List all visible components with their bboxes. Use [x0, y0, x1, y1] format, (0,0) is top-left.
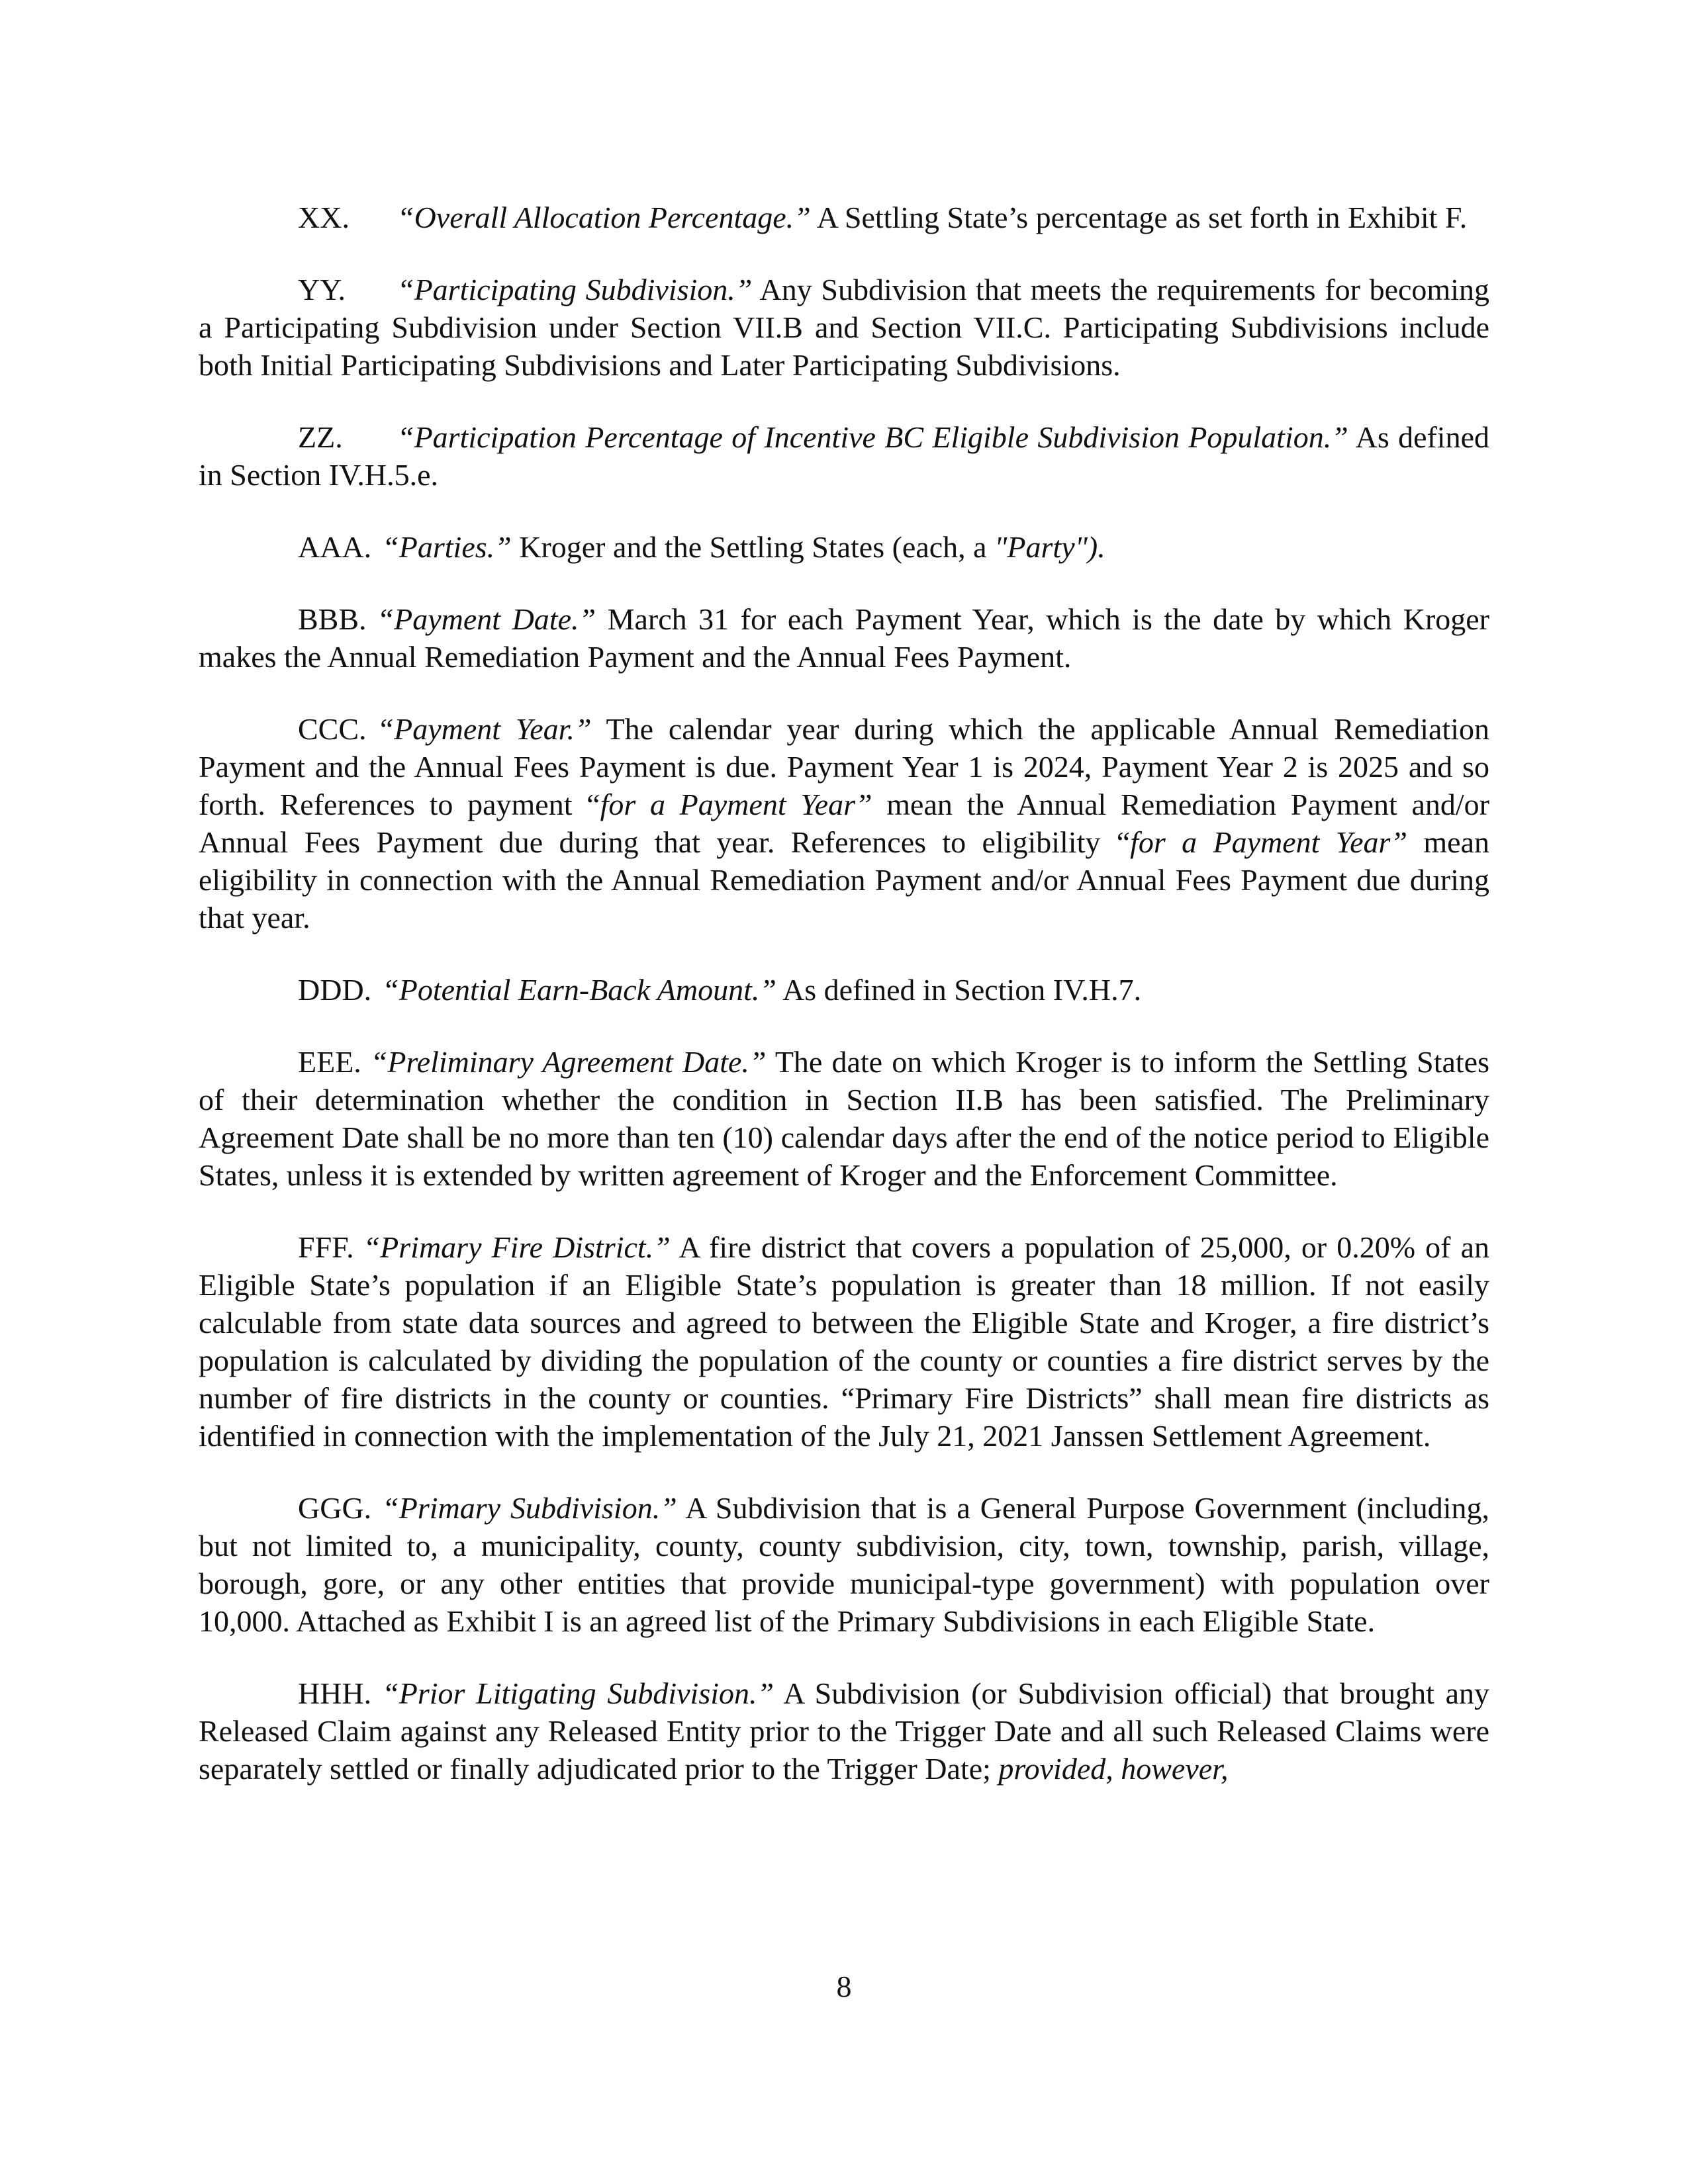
definition-term: “Participating Subdivision.” [397, 273, 753, 306]
definition-tail-italic: "Party"). [994, 530, 1105, 564]
definition-aaa [199, 528, 1489, 566]
definition-label: YY. [298, 273, 346, 306]
definition-body: As defined in Section IV.H.5.e. [199, 420, 1489, 492]
definition-body: Any Subdivision that meets the requirements for becoming a Participating Subdivision under Section VII.B and Section VII.C. Participating Subdivisions include both Initial Participating Subdivisions and Later Participating Subdivisions. [199, 273, 1489, 382]
definition-body: As defined in Section IV.H.7. [782, 973, 1142, 1007]
definition-ddd [199, 971, 1489, 1009]
definition-body: A Subdivision (or Subdivision official) that brought any Released Claim against any Released Entity prior to the Trigger Date and all such Released Claims were separately settled or finally adjudicated prior to the Trigger Date; [199, 1676, 1489, 1786]
definition-term: “Primary Fire District.” [363, 1230, 671, 1264]
definition-term: “Parties.” [382, 530, 512, 564]
definition-bbb [199, 600, 1489, 676]
definition-ggg [199, 1489, 1489, 1640]
definition-body: mean eligibility in connection with the Annual Remediation Payment and/or Annual Fees Payment due during that year. [199, 825, 1489, 934]
definition-term: “Payment Date.” [377, 602, 596, 636]
definition-label: BBB. [298, 602, 367, 636]
definition-ccc [199, 710, 1489, 936]
definition-body: A Subdivision that is a General Purpose Government (including, but not limited to, a municipality, county, county subdivision, city, town, township, parish, village, borough, gore, or any other entities that provide municipal-type government) with population over 10,000. Attached as Exhibit I is an agreed list of the Primary Subdivisions in each Eligible State. [199, 1491, 1489, 1638]
definition-term: “Prior Litigating Subdivision.” [382, 1676, 774, 1710]
definition-label: AAA. [298, 530, 372, 564]
definition-tail-italic: provided, however, [998, 1752, 1229, 1786]
definition-body: mean the Annual Remediation Payment and/or Annual Fees Payment due during that year. References to eligibility “ [199, 788, 1489, 859]
definition-body: The calendar year during which the applicable Annual Remediation Payment and the Annual Fees Payment is due. Payment Year 1 is 2024, Payment Year 2 is 2025 and so forth. References to payment “ [199, 712, 1490, 821]
definition-body: A fire district that covers a population of 25,000, or 0.20% of an Eligible State’s population if an Eligible State’s population is greater than 18 million. If not easily calculable from state data sources and agreed to between the Eligible State and Kroger, a fire district’s population is calculated by dividing the population of the county or counties a fire district serves by the number of fire districts in the county or counties. “Primary Fire Districts” shall mean fire districts as identified in connection with the implementation of the July 21, 2021 Janssen Settlement Agreement. [199, 1230, 1489, 1453]
definition-xx [199, 199, 1489, 236]
definition-term: “Preliminary Agreement Date.” [370, 1045, 767, 1079]
definition-body: March 31 for each Payment Year, which is the date by which Kroger makes the Annual Remediation Payment and the Annual Fees Payment. [199, 602, 1489, 674]
definition-hhh [199, 1674, 1489, 1788]
definition-body: A Settling State’s percentage as set forth in Exhibit F. [816, 201, 1468, 234]
definition-body: The date on which Kroger is to inform the Settling States of their determination whether the condition in Section II.B has been satisfied. The Preliminary Agreement Date shall be no more than ten (10) calendar days after the end of the notice period to Eligible States, unless it is extended by written agreement of Kroger and the Enforcement Committee. [199, 1045, 1489, 1192]
definition-term: “Participation Percentage of Incentive BC Eligible Subdivision Population.” [397, 420, 1348, 454]
definition-inline-italic: for a Payment Year” [1130, 825, 1408, 859]
definition-term: “Payment Year.” [377, 712, 592, 746]
definition-term: “Overall Allocation Percentage.” [397, 201, 811, 234]
definition-label: HHH. [298, 1676, 372, 1710]
definition-label: DDD. [298, 973, 372, 1007]
definition-yy [199, 271, 1489, 384]
definition-label: ZZ. [298, 420, 343, 454]
definition-eee [199, 1043, 1489, 1194]
definition-zz [199, 418, 1489, 494]
definition-body: Kroger and the Settling States (each, a [519, 530, 987, 564]
definition-label: CCC. [298, 712, 367, 746]
definition-label: GGG. [298, 1491, 372, 1525]
definition-label: EEE. [298, 1045, 361, 1079]
definition-term: “Potential Earn-Back Amount.” [382, 973, 776, 1007]
definition-label: XX. [298, 201, 350, 234]
definition-term: “Primary Subdivision.” [382, 1491, 677, 1525]
definition-label: FFF. [298, 1230, 354, 1264]
page-number: 8 [836, 1970, 852, 2003]
document-page [199, 199, 1489, 1822]
definition-fff [199, 1228, 1489, 1455]
definition-inline-italic: for a Payment Year” [600, 788, 872, 821]
